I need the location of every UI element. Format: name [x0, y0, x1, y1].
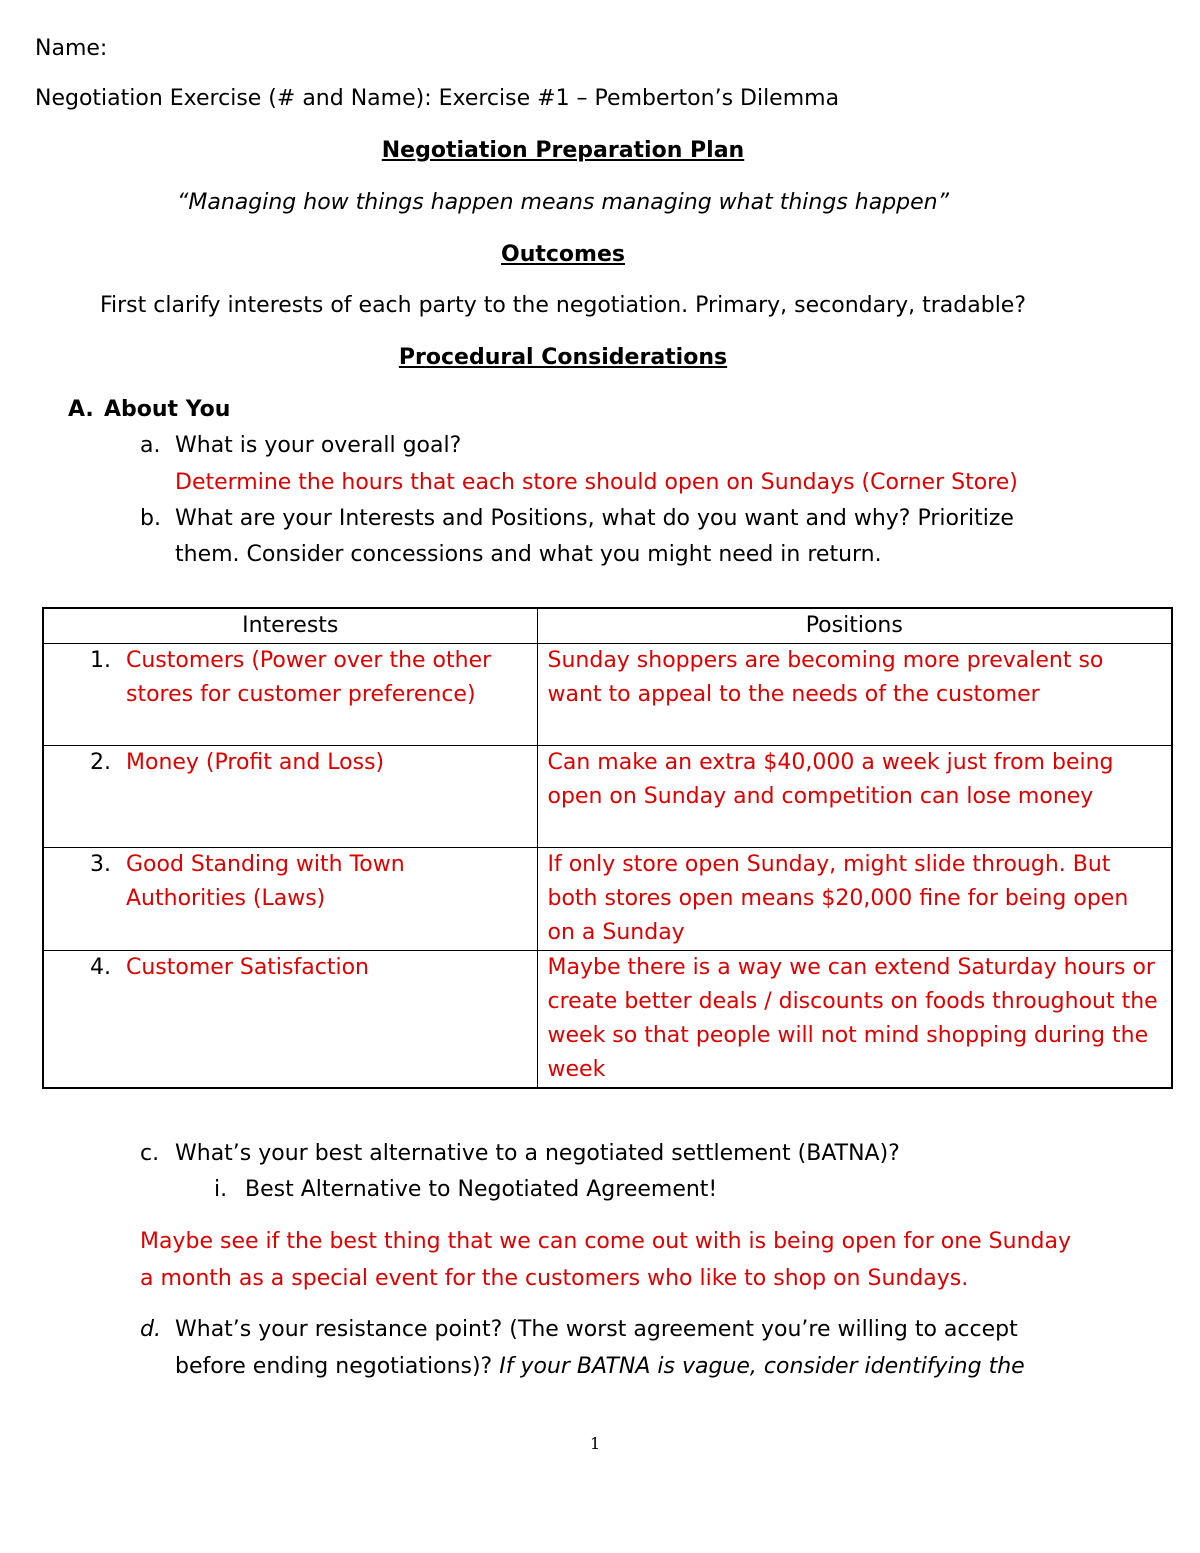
question-a: What is your overall goal? — [175, 433, 462, 458]
batna-answer-line2: a month as a special event for the customers who like to shop on Sundays. — [140, 1266, 969, 1291]
question-a-marker: a. — [140, 433, 161, 458]
interest-text: Customers (Power over the other stores for customer preference) — [126, 648, 492, 707]
question-b-line1: What are your Interests and Positions, what do you want and why? Prioritize — [175, 506, 1014, 531]
position-text: Sunday shoppers are becoming more prevalent so want to appeal to the needs of the customer — [547, 648, 1104, 707]
position-text: Can make an extra $40,000 a week just from being open on Sunday and competition can lose money — [547, 750, 1114, 809]
question-d-line1: What’s your resistance point? (The worst agreement you’re willing to accept — [175, 1317, 1018, 1342]
table-row — [43, 644, 1172, 746]
question-b-line2: them. Consider concessions and what you might need in return. — [175, 542, 882, 567]
positions-header: Positions — [537, 608, 1172, 644]
question-b-marker: b. — [140, 506, 161, 531]
position-text: Maybe there is a way we can extend Saturday hours or create better deals / discounts on foods throughout the week so that people will not mind shopping during the week — [547, 955, 1158, 1082]
batna-answer-line1: Maybe see if the best thing that we can come out with is being open for one Sunday — [140, 1229, 1071, 1254]
section-a-label: A. — [68, 397, 94, 422]
question-c-sub-marker: i. — [214, 1177, 228, 1202]
plan-quote: “Managing how things happen means managing what things happen” — [177, 190, 949, 215]
outcomes-text: First clarify interests of each party to the negotiation. Primary, secondary, tradable? — [99, 293, 1027, 318]
row-number: 3. — [90, 852, 111, 877]
table-row — [43, 951, 1172, 1089]
outcomes-heading: Outcomes — [501, 242, 625, 267]
question-c-sub-text: Best Alternative to Negotiated Agreement! — [245, 1177, 718, 1202]
question-c: What’s your best alternative to a negotiated settlement (BATNA)? — [175, 1141, 900, 1166]
answer-a: Determine the hours that each store should open on Sundays (Corner Store) — [175, 470, 1018, 495]
question-c-marker: c. — [140, 1141, 160, 1166]
question-d-marker: d. — [140, 1317, 161, 1342]
table-header-row — [43, 608, 1172, 644]
row-number: 2. — [90, 750, 111, 775]
row-number: 4. — [90, 955, 111, 980]
procedural-heading: Procedural Considerations — [398, 345, 728, 370]
interests-positions-table — [42, 607, 1173, 1089]
table-row — [43, 848, 1172, 951]
name-label: Name: — [35, 36, 108, 61]
interest-text: Customer Satisfaction — [126, 955, 369, 980]
question-d-line2 — [175, 1354, 1025, 1380]
interests-header: Interests — [43, 608, 537, 644]
position-text: If only store open Sunday, might slide through. But both stores open means $20,000 fine for being open on a Sunday — [547, 852, 1129, 945]
question-d-line2-italic: If your BATNA is vague, consider identifying the — [499, 1354, 1025, 1379]
page-number: 1 — [590, 1434, 601, 1453]
section-a-title: About You — [104, 397, 231, 422]
question-d-line2-plain: before ending negotiations)? — [175, 1354, 500, 1379]
row-number: 1. — [90, 648, 111, 673]
exercise-line: Negotiation Exercise (# and Name): Exercise #1 – Pemberton’s Dilemma — [35, 86, 840, 111]
plan-title: Negotiation Preparation Plan — [381, 138, 745, 163]
interest-text: Good Standing with Town Authorities (Laws) — [126, 852, 405, 911]
table-row — [43, 746, 1172, 848]
interest-text: Money (Profit and Loss) — [126, 750, 385, 775]
